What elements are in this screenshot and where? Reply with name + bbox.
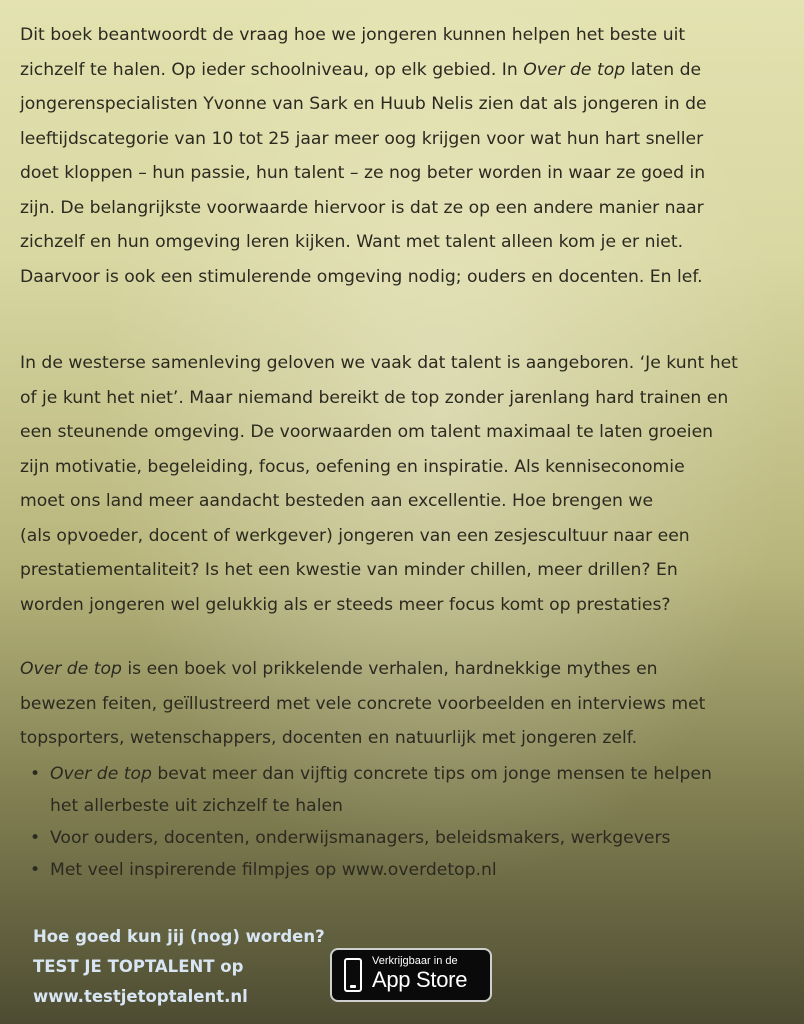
app-store-badge[interactable] <box>330 948 492 1002</box>
text-segment: laten de <box>625 59 702 80</box>
book-title-italic: Over de top <box>20 659 122 679</box>
text-line: een steunende omgeving. De voorwaarden om talent maximaal te laten groeien <box>20 422 714 442</box>
text-segment: zichzelf te halen. Op ieder schoolniveau, op elk gebied. In <box>20 59 524 80</box>
phone-icon <box>344 958 362 992</box>
app-store-badge-caption: Verkrijgbaar in de <box>372 955 458 967</box>
text-line <box>50 764 712 784</box>
text-line: zichzelf en hun omgeving leren kijken. Want met talent alleen kom je er niet. <box>20 232 684 252</box>
book-title-italic: Over de top <box>50 764 152 784</box>
app-store-badge-label: App Store <box>372 967 468 992</box>
text-line: In de westerse samenleving geloven we vaak dat talent is aangeboren. ‘Je kunt het <box>20 353 738 373</box>
test-promo-question: Hoe goed kun jij (nog) worden? <box>33 927 325 946</box>
text-line: doet kloppen – hun passie, hun talent – ze nog beter worden in waar ze goed in <box>20 163 706 183</box>
list-item: • Voor ouders, docenten, onderwijsmanagers, beleidsmakers, werkgevers <box>28 822 768 854</box>
text-line: prestatiementaliteit? Is het een kwestie van minder chillen, meer drillen? En <box>20 560 678 580</box>
list-item <box>28 758 768 822</box>
text-line: topsporters, wetenschappers, docenten en natuurlijk met jongeren zelf. <box>20 728 638 748</box>
text-line: zijn motivatie, begeleiding, focus, oefening en inspiratie. Als kenniseconomie <box>20 456 685 477</box>
feature-list <box>28 758 768 886</box>
text-line: leeftijdscategorie van 10 tot 25 jaar meer oog krijgen voor wat hun hart sneller <box>20 128 704 149</box>
text-line: of je kunt het niet’. Maar niemand bereikt de top zonder jarenlang hard trainen en <box>20 387 729 408</box>
test-promo <box>33 922 325 1012</box>
paragraph-summary <box>20 652 780 756</box>
text-line: het allerbeste uit zichzelf te halen <box>50 796 343 816</box>
text-line: worden jongeren wel gelukkig als er steeds meer focus komt op prestaties? <box>20 594 671 615</box>
book-title-italic: Over de top <box>523 59 626 80</box>
text-line <box>20 53 780 88</box>
paragraph-intro <box>20 18 780 294</box>
test-promo-url[interactable]: www.testjetoptalent.nl <box>33 987 248 1006</box>
text-line: jongerenspecialisten Yvonne van Sark en Huub Nelis zien dat als jongeren in de <box>20 94 707 114</box>
text-line: (als opvoeder, docent of werkgever) jongeren van een zesjescultuur naar een <box>20 525 690 546</box>
text-line: Daarvoor is ook een stimulerende omgeving nodig; ouders en docenten. En lef. <box>20 266 703 287</box>
text-line: Dit boek beantwoordt de vraag hoe we jongeren kunnen helpen het beste uit <box>20 25 686 45</box>
text-segment: bevat meer dan vijftig concrete tips om jonge mensen te helpen <box>151 764 712 784</box>
text-line <box>20 652 780 687</box>
paragraph-talent <box>20 346 780 622</box>
text-segment: is een boek vol prikkelende verhalen, hardnekkige mythes en <box>121 659 658 679</box>
text-line: moet ons land meer aandacht besteden aan excellentie. Hoe brengen we <box>20 491 654 511</box>
test-promo-call: TEST JE TOPTALENT op <box>33 957 244 976</box>
text-line: zijn. De belangrijkste voorwaarde hiervoor is dat ze op een andere manier naar <box>20 197 704 218</box>
list-item: • Met veel inspirerende filmpjes op www.overdetop.nl <box>28 854 768 886</box>
text-line: bewezen feiten, geïllustreerd met vele concrete voorbeelden en interviews met <box>20 693 706 714</box>
